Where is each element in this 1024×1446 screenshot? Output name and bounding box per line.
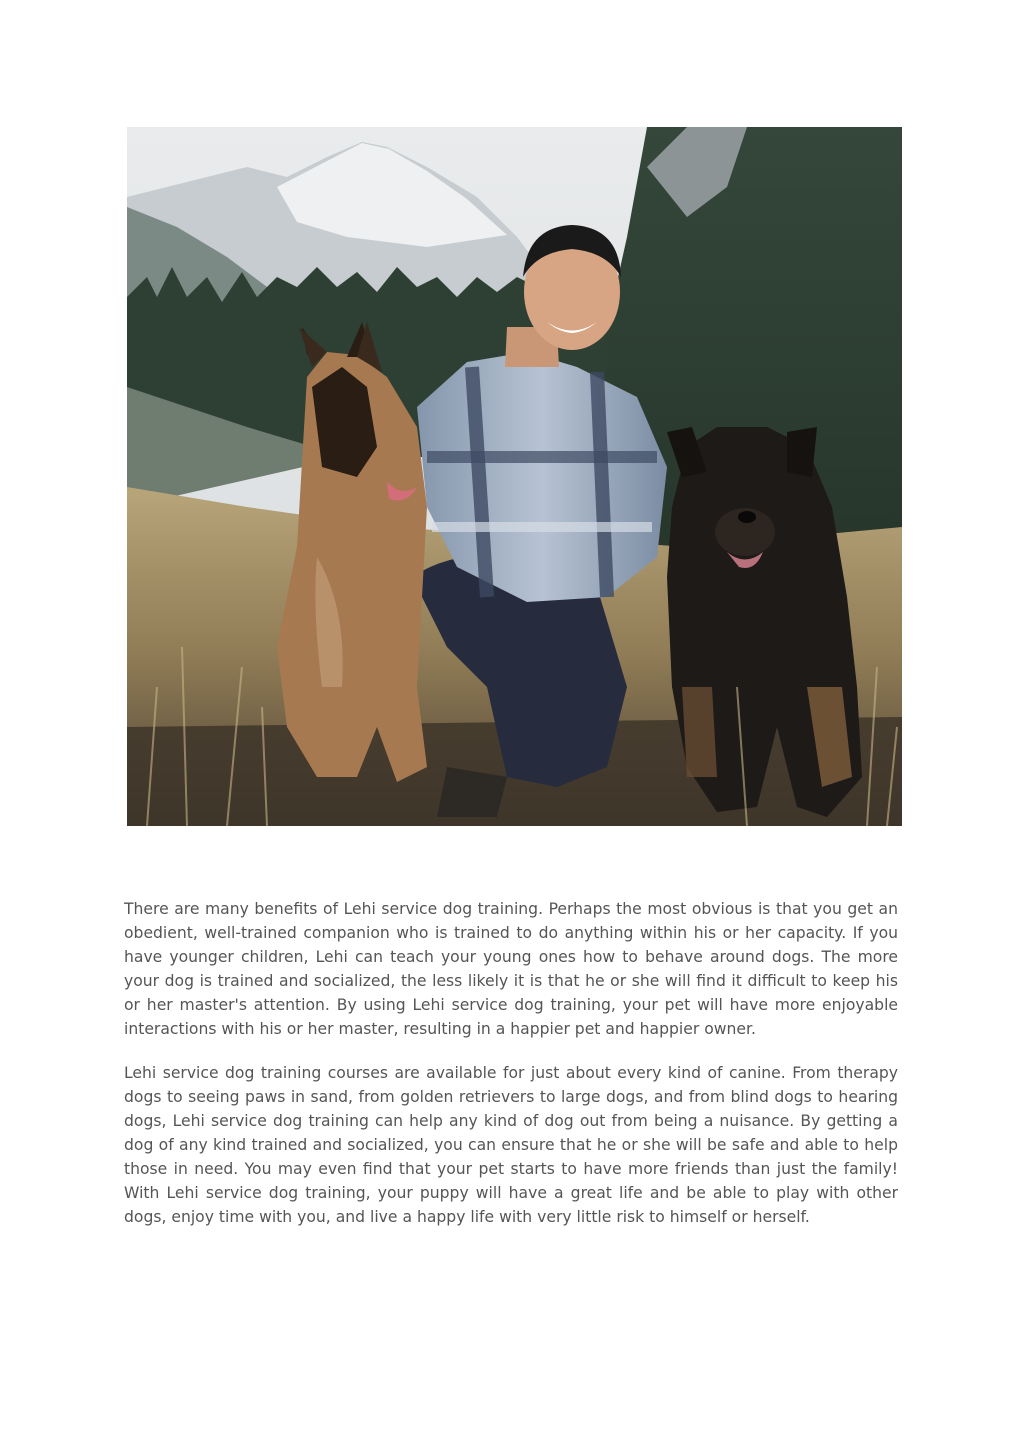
hero-photo (127, 127, 902, 826)
paragraph-2: Lehi service dog training courses are available for just about every kind of canine. From therapy dogs to seeing paws in sand, from golden retrievers to large dogs, and from blind dogs to hearing dogs, Lehi service dog training can help any kind of dog out from being a nuisance. By getting a dog of any kind trained and socialized, you can ensure that he or she will be safe and able to help those in need. You may even find that your pet starts to have more friends than just the family! With Lehi service dog training, your puppy will have a great life and be able to play with other dogs, enjoy time with you, and live a happy life with very little risk to himself or herself. (124, 1064, 898, 1226)
photo-man-with-two-dogs-icon (127, 127, 902, 826)
article-body (124, 897, 898, 1249)
paragraph-1: There are many benefits of Lehi service dog training. Perhaps the most obvious is that you get an obedient, well-trained companion who is trained to do anything within his or her capacity. If you have younger children, Lehi can teach your young ones how to behave around dogs. The more your dog is trained and socialized, the less likely it is that he or she will find it difficult to keep his or her master's attention. By using Lehi service dog training, your pet will have more enjoyable interactions with his or her master, resulting in a happier pet and happier owner. (124, 900, 898, 1038)
